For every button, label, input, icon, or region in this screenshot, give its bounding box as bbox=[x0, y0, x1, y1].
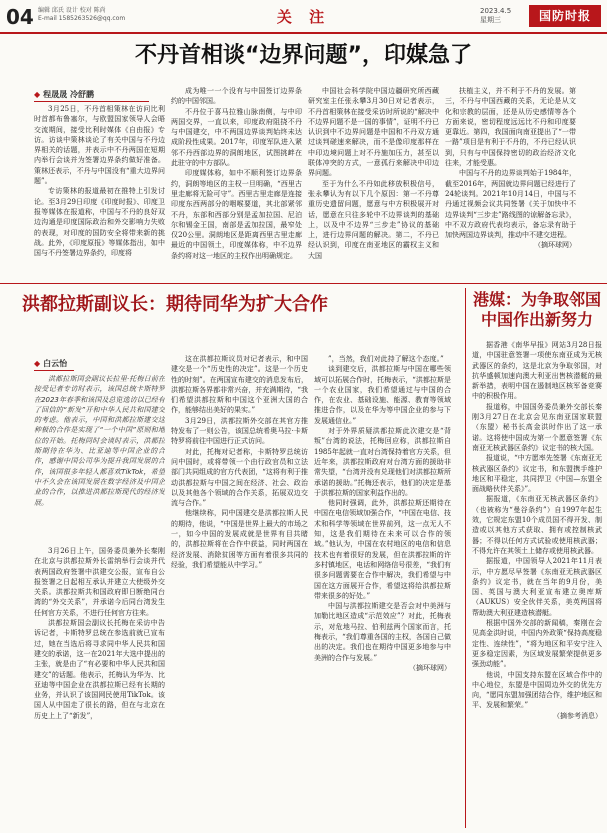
paragraph: 3月29日，洪都拉斯外交部在其官方推特发布了一则公告，该国总统希奥马拉·卡斯特罗将前往中国进行正式访问。 bbox=[171, 416, 308, 446]
paragraph: 不丹位于喜马拉雅山脉南侧，与中印两国交界，一直以来，印度政府阻挠不丹与中国建交，中不两国边界谈判始终未达成阶段性成果。2017年，印度军队进入紧邻不丹西部边界的洞朗地区，试图挑衅在此驻守的中方部队。 bbox=[171, 107, 302, 168]
paragraph: 印度媒体称，如中不顺利签订边界条约，洞朗等地区的主权一旦明确，“西里古里走廊将无险可守”。西里古里走廊是连接印度东西两部分的咽喉要道，其北部紧邻不丹，东部和西部分别是孟加拉国、尼泊尔和锡金王国，南部是孟加拉国，最窄处仅20公里。洞朗地区是距离西里古里走廊最近的中国领土，印度媒体称，中不边界条约将对这一地区的主权作出明确规定。 bbox=[171, 169, 302, 260]
lead-paragraph: 洪都拉斯国会副议长拉里·托梅日前在接受记者专访时表示，该国总统卡斯特罗在2023年春季和该国及总览选访以已经有了回信的“新发”开和中华人民共和国建交的考虑。他表示，中国和洪都拉斯建交这种极的合作是实现了“一个中国”原则和地位的开始。托梅同时会谈时表示，洪都拉斯期待在华为、比亚迪等中国企业的合作，感谢中国公司华为提升我国发展的合作，该国很多年轻人都喜欢TikTok，希望中不久会在该国发展在数字经济及中国企业的合作，以推进洪都拉斯现代的经济发展。 bbox=[34, 375, 165, 507]
editor-names: 编辑 邱氏 设计 校对 陈尚 bbox=[38, 7, 106, 14]
paragraph: 成为唯一一个没有与中国签订边界条约的中国邻国。 bbox=[171, 87, 302, 106]
diamond-icon: ◆ bbox=[34, 90, 41, 99]
paragraph: 对此，托梅对记者称，卡斯特罗总统访问中国时，或将带领一个由行政官员和立法部门共同组成的官方代表团，“这将有利于推动洪都拉斯与中国之间在经济、社会、政治以及其他各个领域的合作关系，拓展双边交流与合作。” bbox=[171, 447, 308, 508]
weekday-text: 星期三 bbox=[480, 16, 501, 24]
article-source: （摘环球网） bbox=[409, 663, 451, 672]
paragraph: 洪都拉斯国会副议长托梅在采访中告诉记者，卡斯特罗总统在参选前就已宣布过，她在当选后将寻求同中华人民共和国建交的承诺，这一在2021年大选中提出的主张，就是由了“有必要和中华人民共和国建交”的话题。他表示，托梅认为华为、比亚迪等中国企业在洪都拉斯已经有长期的业务，并认识了该国网民使用TikTok。该国人从中国走了很长的路，但在与北京在历史上上了“新发”， bbox=[34, 619, 165, 720]
issue-date bbox=[480, 7, 511, 25]
paragraph: 3月26日上午，国务委员兼外长秦刚在北京与洪都拉斯外长雷纳举行会谈并代表两国政府签署中洪建交公报，宣布自公报签署之日起相互承认并建立大使级外交关系。洪都拉斯共和国政府即日断绝同台湾的“外交关系”，并承诺今后同台湾发生任何官方关系，不进行任何官方往来。 bbox=[34, 547, 165, 617]
paragraph: 谈到建交后，洪都拉斯与中国在哪些领域可以拓展合作时，托梅表示，“洪都拉斯是一个农业国家，我们希望通过与中国的合作，在农业、基础设施、能源、教育等领域推进合作，以及在华为等中国企业的参与下发展通信业。” bbox=[314, 365, 451, 425]
byline-author: 白云怡 bbox=[43, 359, 68, 368]
top-article-column-2 bbox=[171, 86, 302, 280]
column-divider bbox=[465, 288, 466, 828]
paragraph: 他说，中国支持东盟在区域合作中的中心地位，东盟是中国周边外交的优先方向，“愿同东盟加强团结合作，维护地区和平、发展和繁荣。” bbox=[472, 670, 602, 710]
paragraph: 他继续称，同中国建交是洪都拉斯人民的期待，他说，“中国是世界上最大的市场之一，如今中国的发展成就是世界有目共睹的，洪都拉斯将在合作中获益，同时两国在经济发展、消除贫困等方面有着很多共同的经验，我们希望能从中学习。” bbox=[171, 509, 308, 569]
diamond-icon: ◆ bbox=[34, 359, 41, 368]
top-article-column-3 bbox=[308, 86, 439, 280]
paragraph: 专访策林的报道最初在推特上引发讨论。至3月29日印度《印度时报》、印度卫报等媒体在报道称，中国与不丹的良好双边沟通是印度国际政治和外交影响力失败的表现，对印度的国防安全将带来新的挑战。此外，《印度原报》等媒体指出，如中国与不丹签署边界条约，印度将 bbox=[34, 187, 165, 258]
byline-authors: 程晟晟 冷舒鹏 bbox=[43, 90, 94, 99]
paragraph: 中国与不丹的边界谈判始于1984年，截至2016年，两国就边界问题已经进行了24轮谈判。2021年10月14日，中国与不丹通过视频会议共同签署《关于加快中不边界谈判“三步走”路线图的谅解备忘录》，中不双方政府代表均表示，备忘录有助于加快两国边界谈判，推动中不建交进程。 bbox=[445, 169, 576, 240]
editor-email: E-mail 1585263526@qq.com bbox=[38, 15, 126, 22]
middle-article-lead bbox=[34, 374, 165, 540]
middle-article-column-3 bbox=[314, 354, 451, 828]
top-article-column-1 bbox=[34, 104, 165, 280]
paragraph: 扶植主义，并不利于不丹的发展。第三，不丹与中国西藏的关系，无论是从文化和宗教的层面，还是从历史感情等各个方面来说，密切程度远远比不丹和印度要更靠近。第四，我国面向南亚提出了“一带一路”项目是有利于不丹的，不丹已经认识到，只有与中国保持密切的政治经济文化往来，才能受惠。 bbox=[445, 87, 576, 168]
page-number: 04 bbox=[6, 5, 34, 29]
paragraph: 中国社会科学院中国边疆研究所西藏研究室主任张永攀3月30日对记者表示，不丹首相策林在接受采访时所说的“解决中不边界问题不是一国的事情”，证明不丹已认识到中不边界问题是中国和不丹双方通过谈判磋速来解决，而不是像印度那样在中印边境问题上对不丹施加压力，甚至以联体冲突的方式，一意孤行来解决中印边界问题。 bbox=[308, 87, 439, 178]
middle-article-column-1 bbox=[34, 546, 165, 828]
paragraph: 至于为什么不丹如此移放积极信号，张永攀认为有以下几个原因：第一不丹尊重历史遗留问题，愿意与中方积极展开对话，愿意在只往多轮中不边界谈判的基础上，以及中不边界“三步走”协议的基础上，进行边界问题的解决。第二，不丹已经认识到，印度在南亚地区的霸权主义和大国 bbox=[308, 179, 439, 260]
paragraph: 报道说，“中方愿率先签署《东南亚无核武器区条约》议定书，和东盟携手维护地区和平稳定，共同捍卫《中国—东盟全面战略伙伴关系》”。 bbox=[472, 454, 602, 494]
article-source: （摘参考消息） bbox=[553, 711, 602, 720]
paragraph: 中国与洪都拉斯建交是否会对中美洲与加勒比地区造成“示范效应”？对此，托梅表示，对危地马拉、伯利兹两个国家而言，托梅表示，“我们尊重各国的主权，各国自己做出的决定。我们也在期待中国更多地参与中美洲的合作与发展。” bbox=[314, 602, 451, 662]
date-text: 2023.4.5 bbox=[480, 7, 512, 15]
paragraph: 根据中国外交部的新闻稿，秦刚在会见高金洪时说，中国内外政策“保持高度稳定性、连续性”，“将为地区和平安宁注入更多稳定因素，为区域发展繁荣提供更多强劲动能”。 bbox=[472, 619, 602, 669]
paragraph: 报道称，中国国务委员兼外交部长秦刚3月27日在北京会见东南亚国家联盟（东盟）秘书长高金洪时作出了这一承诺。这将使中国成为第一个愿意签署《东南亚无核武器区条约》议定书的核大国。 bbox=[472, 402, 602, 452]
top-article-byline bbox=[34, 89, 149, 102]
middle-article-byline bbox=[34, 358, 74, 371]
article-source: （摘环球网） bbox=[534, 241, 576, 250]
paragraph: 这在洪都拉斯议员对记者表示，和中国建交是一个“历史性的决定”。这是一个历史性的时刻”。在两国宣布建交的消息发布后，洪都拉斯各界都非常兴奋，并充满期待，“我们希望洪都拉斯和中国这个亚洲大国的合作，能够结出美好的果实。” bbox=[171, 355, 308, 415]
paragraph: ”，当然，我们对此持了解这个态度。” bbox=[328, 355, 444, 363]
masthead bbox=[0, 0, 607, 34]
middle-article-headline: 洪都拉斯副议长：期待同华为扩大合作 bbox=[22, 294, 328, 315]
right-article-headline: 港媒：为争取邻国中国作出新努力 bbox=[472, 290, 601, 329]
section-title: 关 注 bbox=[276, 8, 331, 26]
paragraph: 据香港《南华早报》网站3月28日报道，中国驻意签署一项使东南亚成为无核武器区的条约，这是北京为争取邻国，对抗华盛顿加速向澳大利亚出售核潜艇的最新举措，表明中国在遏制地区核军备竞赛中的积极作用。 bbox=[472, 341, 602, 401]
top-article-column-4 bbox=[445, 86, 576, 280]
top-article-headline: 不丹首相谈“边界问题”，印媒急了 bbox=[135, 43, 472, 68]
paragraph: 他同时强调，此外，洪都拉斯还期待在中国在电信领域加强合作，“中国在电信、技术和科学等领域在世界前列，这一点无人不知，这是我们期待在未来可以合作的领域。”他认为，中国在农村地区的电信和信息技术也有着很好的发展，但在洪都拉斯的许多村镇地区，电话和网络信号很差，“我们有很多问题需要在合作中解决，我们希望与中国在这方面展开合作，希望这将给洪都拉斯带来很多的好处。” bbox=[314, 499, 451, 600]
paragraph: 对于外界质疑洪都拉斯此次建交是“背叛”台湾的说法，托梅回应称，洪都拉斯自1985年起就一直对台湾保持着官方关系，但近年来，洪都拉斯政府对台湾方面的援助非常失望，“台湾并没有兑现他们对洪都拉斯所承诺的援助。”托梅还表示，他们的决定是基于洪都拉斯的国家利益作出的。 bbox=[314, 427, 451, 497]
paragraph: 据报道，《东南亚无核武器区条约》（也被称为“曼谷条约”）自1997年起生效，它规定东盟10个成员国不得开发、制造或以其他方式获取、拥有或控制核武器；不得以任何方式试验或使用核武器；不得允许在其领土上储存或使用核武器。 bbox=[472, 495, 602, 555]
section-divider bbox=[0, 283, 607, 284]
right-article-column bbox=[472, 340, 602, 828]
middle-article-column-2 bbox=[171, 354, 308, 828]
paragraph: 3月25日，不丹首相策林在访问比利时首都布鲁塞尔，与欧盟国家领导人会晤交流期间，接受比利时媒体《自由报》专访。访谈中策林谈论了有关中国与不丹边界相关的话题，并表示中不丹两国在短期内举行会谈并为签署边界条约做好准备。策林还表示，不丹与中国没有“重大边界问题”。 bbox=[34, 105, 165, 186]
paragraph: 据报道，中国领导人2021年11月表示，中方愿尽早签署《东南亚无核武器区条约》议定书，就在当年的9月份，美国、英国与澳大利亚宣布建立奥库斯（AUKUS）安全伙伴关系，美英两国将帮助澳大利亚建造核潜艇。 bbox=[472, 557, 602, 617]
newspaper-logo: 国防时报 bbox=[529, 5, 601, 27]
